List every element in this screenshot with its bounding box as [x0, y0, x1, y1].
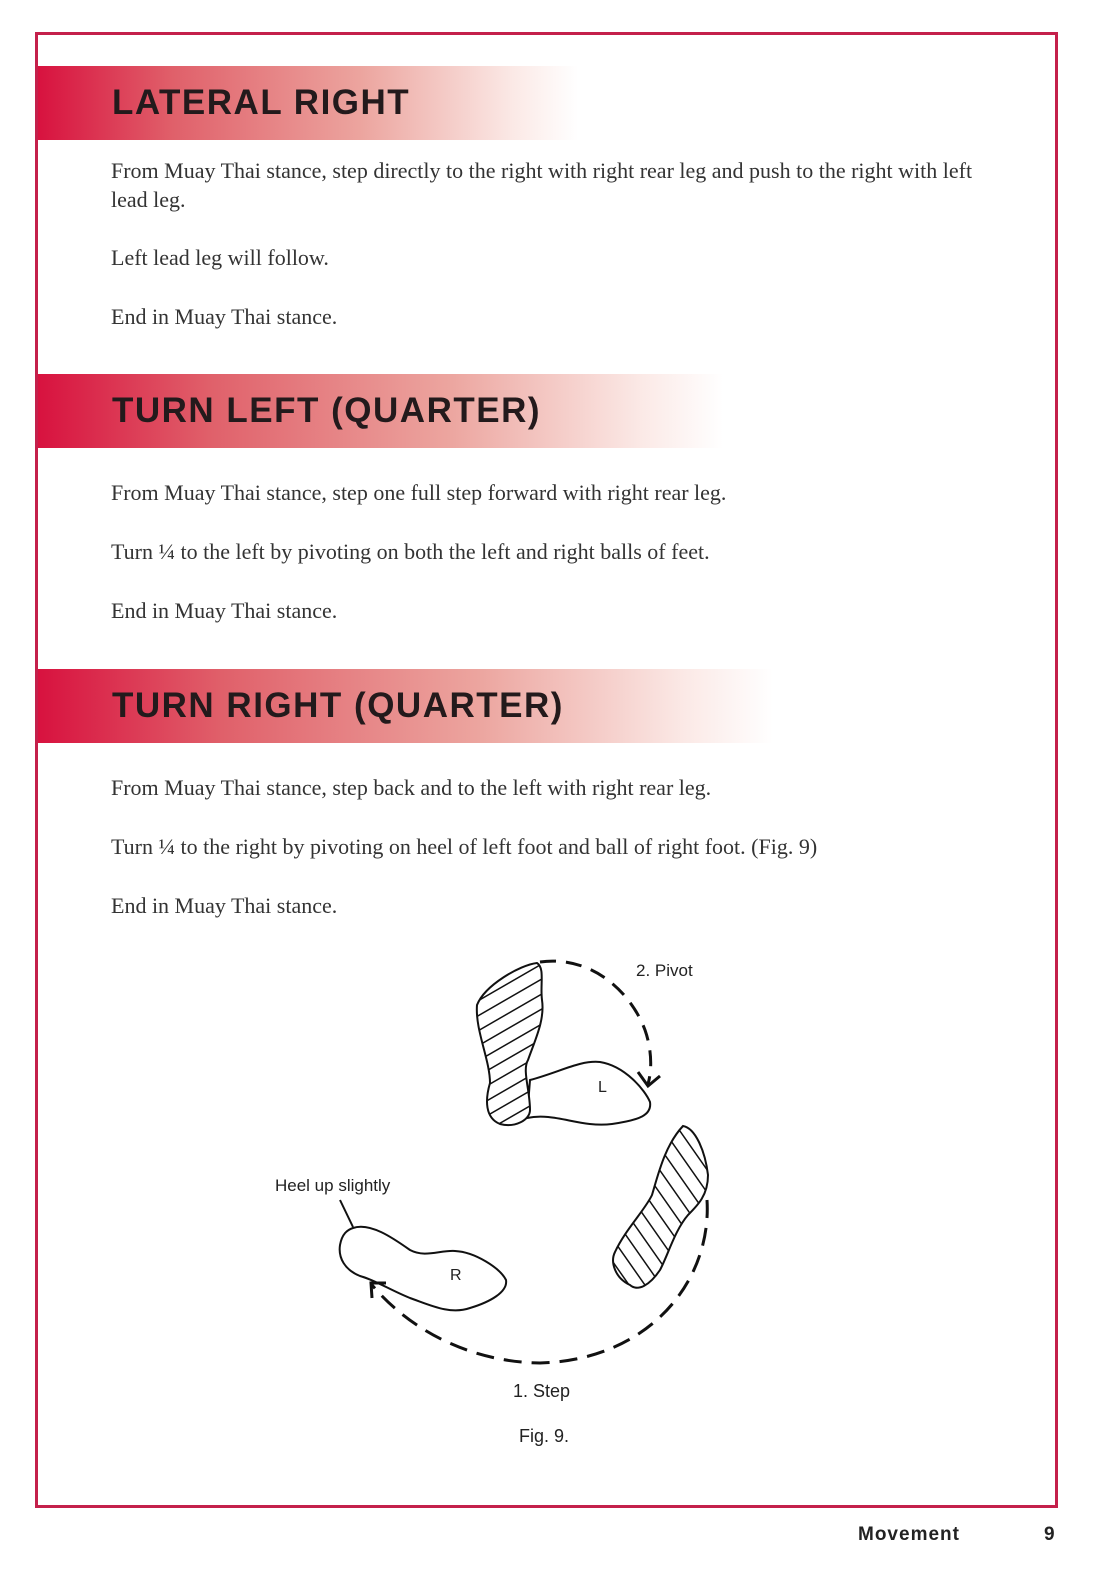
left-foot-outline	[527, 1062, 650, 1125]
section-title: LATERAL RIGHT	[112, 83, 411, 122]
paragraph: End in Muay Thai stance.	[111, 893, 338, 918]
heel-label: Heel up slightly	[275, 1176, 391, 1195]
right-foot-outline	[340, 1227, 506, 1311]
paragraph: From Muay Thai stance, step one full step forward with right rear leg.	[111, 480, 727, 505]
pivot-label: 2. Pivot	[636, 961, 693, 980]
figure-caption: Fig. 9.	[519, 1426, 570, 1446]
page-number: 9	[1044, 1524, 1056, 1545]
step-label: 1. Step	[513, 1381, 571, 1401]
section-title: TURN LEFT (QUARTER)	[112, 391, 542, 430]
paragraph: Turn ¼ to the right by pivoting on heel of left foot and ball of right foot. (Fig. 9)	[111, 834, 818, 859]
paragraph: From Muay Thai stance, step back and to the left with right rear leg.	[111, 775, 712, 800]
paragraph: Left lead leg will follow.	[111, 245, 329, 270]
paragraph: Turn ¼ to the left by pivoting on both the left and right balls of feet.	[111, 539, 710, 564]
section-title: TURN RIGHT (QUARTER)	[112, 686, 564, 725]
paragraph: From Muay Thai stance, step directly to the right with right rear leg and push to the right with left lead leg.	[111, 158, 973, 212]
hatched-foot-right	[613, 1126, 708, 1288]
footer-section-name: Movement	[858, 1524, 960, 1545]
heel-pointer-line	[340, 1200, 353, 1227]
right-foot-label: R	[450, 1267, 462, 1284]
left-foot-label: L	[598, 1079, 607, 1096]
paragraph: End in Muay Thai stance.	[111, 304, 338, 329]
paragraph: End in Muay Thai stance.	[111, 598, 338, 623]
